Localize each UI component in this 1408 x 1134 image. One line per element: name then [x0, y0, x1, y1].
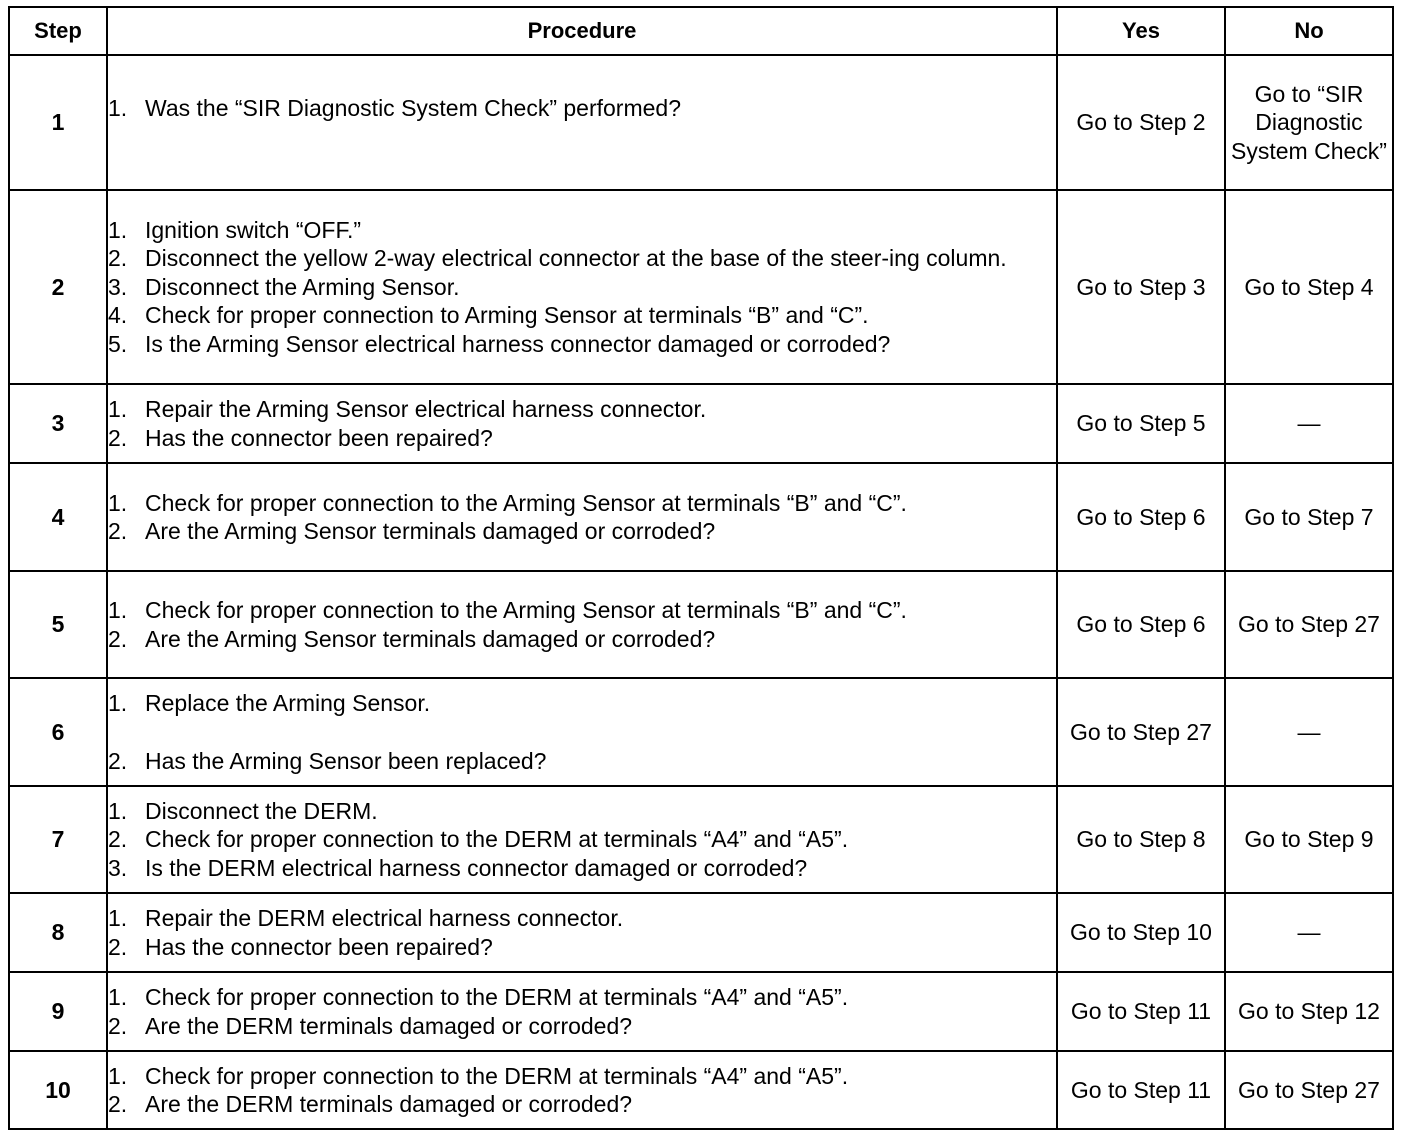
procedure-item: 1. Check for proper connection to the Arming Sensor at terminals “B” and “C”. — [108, 489, 907, 516]
procedure-cell — [107, 1051, 1057, 1129]
no-action: Go to Step 27 — [1225, 571, 1393, 678]
procedure-item: 1. Check for proper connection to the DERM at terminals “A4” and “A5”. — [108, 1062, 849, 1089]
procedure-cell — [107, 786, 1057, 893]
procedure-cell — [107, 384, 1057, 463]
step-number: 2 — [9, 190, 107, 384]
procedure-item: 1. Replace the Arming Sensor. — [108, 690, 431, 716]
no-action: — — [1225, 893, 1393, 972]
procedure-item: 1. Check for proper connection to the Arming Sensor at terminals “B” and “C”. — [108, 597, 907, 623]
procedure-item: 2. Are the Arming Sensor terminals damaged or corroded? — [108, 518, 716, 544]
procedure-item: 2. Has the Arming Sensor been replaced? — [108, 747, 547, 774]
yes-action: Go to Step 8 — [1057, 786, 1225, 893]
header-yes: Yes — [1057, 7, 1225, 55]
step-number: 6 — [9, 678, 107, 786]
header-no: No — [1225, 7, 1393, 55]
step-number: 5 — [9, 571, 107, 678]
table-row — [9, 571, 1393, 678]
no-action: Go to “SIR Diagnostic System Check” — [1225, 55, 1393, 190]
procedure-cell — [107, 893, 1057, 972]
yes-action: Go to Step 2 — [1057, 55, 1225, 190]
yes-action: Go to Step 5 — [1057, 384, 1225, 463]
yes-action: Go to Step 27 — [1057, 678, 1225, 786]
procedure-item: 5. Is the Arming Sensor electrical harness connector damaged or corroded? — [108, 330, 891, 357]
step-number: 8 — [9, 893, 107, 972]
procedure-item: 2. Disconnect the yellow 2-way electrical connector at the base of the steer-ing column. — [108, 245, 1007, 272]
procedure-item: 2. Check for proper connection to the DERM at terminals “A4” and “A5”. — [108, 826, 849, 853]
procedure-item: 4. Check for proper connection to Arming Sensor at terminals “B” and “C”. — [108, 302, 869, 329]
yes-action: Go to Step 6 — [1057, 463, 1225, 571]
table-row — [9, 786, 1393, 893]
yes-action: Go to Step 3 — [1057, 190, 1225, 384]
no-action: Go to Step 27 — [1225, 1051, 1393, 1129]
table-row — [9, 463, 1393, 571]
yes-action: Go to Step 6 — [1057, 571, 1225, 678]
step-number: 1 — [9, 55, 107, 190]
procedure-cell — [107, 678, 1057, 786]
yes-action: Go to Step 11 — [1057, 972, 1225, 1051]
step-number: 3 — [9, 384, 107, 463]
table-row — [9, 1051, 1393, 1129]
table-row — [9, 190, 1393, 384]
procedure-cell — [107, 190, 1057, 384]
no-action: Go to Step 7 — [1225, 463, 1393, 571]
step-number: 4 — [9, 463, 107, 571]
yes-action: Go to Step 10 — [1057, 893, 1225, 972]
procedure-item: 1. Was the “SIR Diagnostic System Check” performed? — [108, 95, 681, 121]
procedure-item: 3. Disconnect the Arming Sensor. — [108, 273, 460, 300]
procedure-cell — [107, 55, 1057, 190]
yes-action: Go to Step 11 — [1057, 1051, 1225, 1129]
procedure-item: 2. Has the connector been repaired? — [108, 933, 493, 960]
no-action: Go to Step 12 — [1225, 972, 1393, 1051]
step-number: 10 — [9, 1051, 107, 1129]
procedure-item: 1. Check for proper connection to the DERM at terminals “A4” and “A5”. — [108, 984, 849, 1010]
no-action: Go to Step 4 — [1225, 190, 1393, 384]
procedure-item: 1. Disconnect the DERM. — [108, 797, 378, 824]
procedure-item: 3. Is the DERM electrical harness connector damaged or corroded? — [108, 854, 808, 881]
no-action: Go to Step 9 — [1225, 786, 1393, 893]
table-row — [9, 55, 1393, 190]
header-row — [9, 7, 1393, 55]
no-action: — — [1225, 384, 1393, 463]
header-procedure: Procedure — [107, 7, 1057, 55]
procedure-item: 2. Has the connector been repaired? — [108, 424, 493, 451]
procedure-item: 2. Are the DERM terminals damaged or corroded? — [108, 1012, 633, 1039]
procedure-item: 1. Repair the DERM electrical harness connector. — [108, 905, 624, 931]
table-row — [9, 972, 1393, 1051]
procedure-cell — [107, 463, 1057, 571]
step-number: 7 — [9, 786, 107, 893]
procedure-cell — [107, 571, 1057, 678]
procedure-item: 1. Repair the Arming Sensor electrical harness connector. — [108, 396, 707, 422]
table-row — [9, 893, 1393, 972]
table-row — [9, 678, 1393, 786]
table-row — [9, 384, 1393, 463]
procedure-item: 2. Are the Arming Sensor terminals damaged or corroded? — [108, 625, 716, 652]
procedure-cell — [107, 972, 1057, 1051]
no-action: — — [1225, 678, 1393, 786]
procedure-table — [8, 6, 1394, 1130]
step-number: 9 — [9, 972, 107, 1051]
procedure-item: 1. Ignition switch “OFF.” — [108, 216, 361, 243]
header-step: Step — [9, 7, 107, 55]
procedure-item: 2. Are the DERM terminals damaged or corroded? — [108, 1091, 633, 1117]
